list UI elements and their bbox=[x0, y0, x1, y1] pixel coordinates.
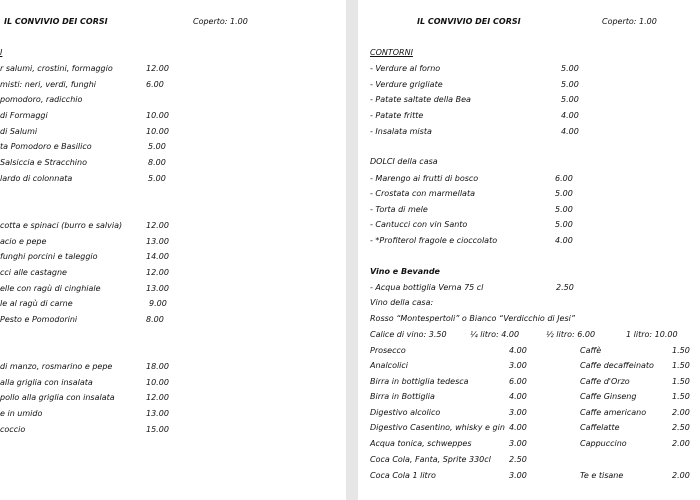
drink-item-price: 2.50 bbox=[509, 455, 527, 464]
coperto-label: Coperto: 1.00 bbox=[193, 17, 248, 26]
page-title: IL CONVIVIO DEI CORSI bbox=[417, 17, 521, 26]
menu-item-name: alla griglia con insalata bbox=[0, 378, 93, 387]
menu-item-name: funghi porcini e taleggio bbox=[0, 252, 98, 261]
page-title: IL CONVIVIO DEI CORSI bbox=[4, 17, 108, 26]
menu-item-price: 5.00 bbox=[561, 95, 579, 104]
menu-item-name: - Crostata con marmellata bbox=[370, 189, 475, 198]
menu-item-price: 13.00 bbox=[146, 284, 169, 293]
drink-item-name: Coca Cola, Fanta, Sprite 330cl bbox=[370, 455, 491, 464]
menu-item-name: r salumi, crostini, formaggio bbox=[0, 64, 113, 73]
drink-item-name: Caffelatte bbox=[580, 423, 620, 432]
coperto-label: Coperto: 1.00 bbox=[602, 17, 657, 26]
dolci-heading: DOLCI della casa bbox=[370, 157, 438, 166]
drink-item-name: Caffè bbox=[580, 346, 602, 355]
menu-item-price: 5.00 bbox=[555, 205, 573, 214]
menu-item-name: di Salumi bbox=[0, 127, 38, 136]
vino-heading: Vino e Bevande bbox=[370, 267, 440, 276]
menu-item-name: - Torta di mele bbox=[370, 205, 428, 214]
menu-item-price: 12.00 bbox=[146, 393, 169, 402]
page-gutter bbox=[346, 0, 358, 500]
menu-item-price: 13.00 bbox=[146, 409, 169, 418]
menu-item-price: 12.00 bbox=[146, 268, 169, 277]
drink-item-price: 1.50 bbox=[672, 361, 690, 370]
drink-item-name: Caffe Ginseng bbox=[580, 392, 637, 401]
menu-item-name: - Verdure grigliate bbox=[370, 80, 443, 89]
vino-casa-label: Vino della casa: bbox=[370, 298, 434, 307]
menu-item-name: - Insalata mista bbox=[370, 127, 432, 136]
menu-item-name: - Patate saltate della Bea bbox=[370, 95, 471, 104]
drink-item-price: 1.50 bbox=[672, 377, 690, 386]
menu-item-name: di Formaggi bbox=[0, 111, 48, 120]
section-heading: I bbox=[0, 48, 3, 57]
vino-mezzo: ½ litro: 6.00 bbox=[546, 330, 596, 339]
menu-item-name: lardo di colonnata bbox=[0, 174, 73, 183]
menu-item-price: 5.00 bbox=[561, 80, 579, 89]
drink-item-price: 4.00 bbox=[509, 346, 527, 355]
vino-rosso-bianco: Rosso “Montespertoli” o Bianco “Verdicchio di Jesi” bbox=[370, 314, 576, 323]
vino-calice: Calice di vino: 3.50 bbox=[370, 330, 447, 339]
menu-item-name: acio e pepe bbox=[0, 237, 47, 246]
menu-item-name: ta Pomodoro e Basilico bbox=[0, 142, 92, 151]
contorni-heading: CONTORNI bbox=[370, 48, 413, 57]
drink-item-name: Analcolici bbox=[370, 361, 409, 370]
menu-item-name: le al ragù di carne bbox=[0, 299, 73, 308]
vino-quarto: ¼ litro: 4.00 bbox=[470, 330, 520, 339]
drink-item-price: 2.00 bbox=[672, 471, 690, 480]
menu-item-price: 6.00 bbox=[555, 174, 573, 183]
drink-item-name: Acqua tonica, schweppes bbox=[370, 439, 472, 448]
menu-item-name: - *Profiterol fragole e cioccolato bbox=[370, 236, 498, 245]
menu-item-price: 10.00 bbox=[146, 111, 169, 120]
menu-item-price: 9.00 bbox=[149, 299, 167, 308]
menu-item-name: Pesto e Pomodorini bbox=[0, 315, 78, 324]
menu-item-price: 8.00 bbox=[148, 158, 166, 167]
menu-item-price: 4.00 bbox=[555, 236, 573, 245]
menu-item-price: 8.00 bbox=[146, 315, 164, 324]
acqua-item-name: - Acqua bottiglia Verna 75 cl bbox=[370, 283, 484, 292]
drink-item-price: 3.00 bbox=[509, 361, 527, 370]
menu-item-name: - Patate fritte bbox=[370, 111, 424, 120]
menu-item-name: elle con ragù di cinghiale bbox=[0, 284, 101, 293]
drink-item-price: 1.50 bbox=[672, 346, 690, 355]
menu-item-price: 6.00 bbox=[146, 80, 164, 89]
drink-item-name: Birra in Bottiglia bbox=[370, 392, 435, 401]
menu-item-name: pollo alla griglia con insalata bbox=[0, 393, 115, 402]
menu-item-name: cotta e spinaci (burro e salvia) bbox=[0, 221, 123, 230]
drink-item-name: Te e tisane bbox=[580, 471, 624, 480]
right-menu-page bbox=[358, 0, 700, 500]
drink-item-name: Caffe d'Orzo bbox=[580, 377, 630, 386]
drink-item-price: 3.00 bbox=[509, 408, 527, 417]
drink-item-name: Cappuccino bbox=[580, 439, 627, 448]
menu-item-price: 12.00 bbox=[146, 221, 169, 230]
left-menu-page bbox=[0, 0, 346, 500]
drink-item-price: 2.00 bbox=[672, 408, 690, 417]
drink-item-price: 2.00 bbox=[672, 439, 690, 448]
drink-item-name: Caffe decaffeinato bbox=[580, 361, 654, 370]
acqua-item-price: 2.50 bbox=[556, 283, 574, 292]
menu-item-price: 13.00 bbox=[146, 237, 169, 246]
menu-item-name: misti: neri, verdi, funghi bbox=[0, 80, 97, 89]
menu-item-price: 10.00 bbox=[146, 378, 169, 387]
drink-item-name: Caffe americano bbox=[580, 408, 647, 417]
menu-item-price: 5.00 bbox=[148, 142, 166, 151]
menu-item-price: 18.00 bbox=[146, 362, 169, 371]
vino-litro: 1 litro: 10.00 bbox=[626, 330, 678, 339]
menu-item-name: - Marengo ai frutti di bosco bbox=[370, 174, 479, 183]
drink-item-name: Coca Cola 1 litro bbox=[370, 471, 436, 480]
menu-item-price: 5.00 bbox=[555, 220, 573, 229]
drink-item-price: 1.50 bbox=[672, 392, 690, 401]
menu-item-name: Salsiccia e Stracchino bbox=[0, 158, 87, 167]
menu-item-name: coccio bbox=[0, 425, 26, 434]
menu-item-name: e in umido bbox=[0, 409, 43, 418]
menu-item-name: - Cantucci con vin Santo bbox=[370, 220, 468, 229]
menu-item-name: di manzo, rosmarino e pepe bbox=[0, 362, 113, 371]
drink-item-name: Birra in bottiglia tedesca bbox=[370, 377, 469, 386]
menu-item-price: 4.00 bbox=[561, 127, 579, 136]
drink-item-price: 6.00 bbox=[509, 377, 527, 386]
menu-item-price: 5.00 bbox=[561, 64, 579, 73]
menu-item-name: - Verdure al forno bbox=[370, 64, 441, 73]
drink-item-name: Digestivo alcolico bbox=[370, 408, 441, 417]
menu-item-name: pomodoro, radicchio bbox=[0, 95, 83, 104]
menu-item-price: 10.00 bbox=[146, 127, 169, 136]
drink-item-price: 2.50 bbox=[672, 423, 690, 432]
drink-item-price: 4.00 bbox=[509, 423, 527, 432]
drink-item-name: Prosecco bbox=[370, 346, 406, 355]
menu-item-price: 5.00 bbox=[148, 174, 166, 183]
menu-item-price: 4.00 bbox=[561, 111, 579, 120]
drink-item-price: 3.00 bbox=[509, 439, 527, 448]
menu-item-price: 14.00 bbox=[146, 252, 169, 261]
drink-item-price: 3.00 bbox=[509, 471, 527, 480]
menu-item-price: 12.00 bbox=[146, 64, 169, 73]
menu-item-name: cci alle castagne bbox=[0, 268, 67, 277]
drink-item-price: 4.00 bbox=[509, 392, 527, 401]
drink-item-name: Digestivo Casentino, whisky e gin bbox=[370, 423, 505, 432]
menu-item-price: 5.00 bbox=[555, 189, 573, 198]
menu-item-price: 15.00 bbox=[146, 425, 169, 434]
